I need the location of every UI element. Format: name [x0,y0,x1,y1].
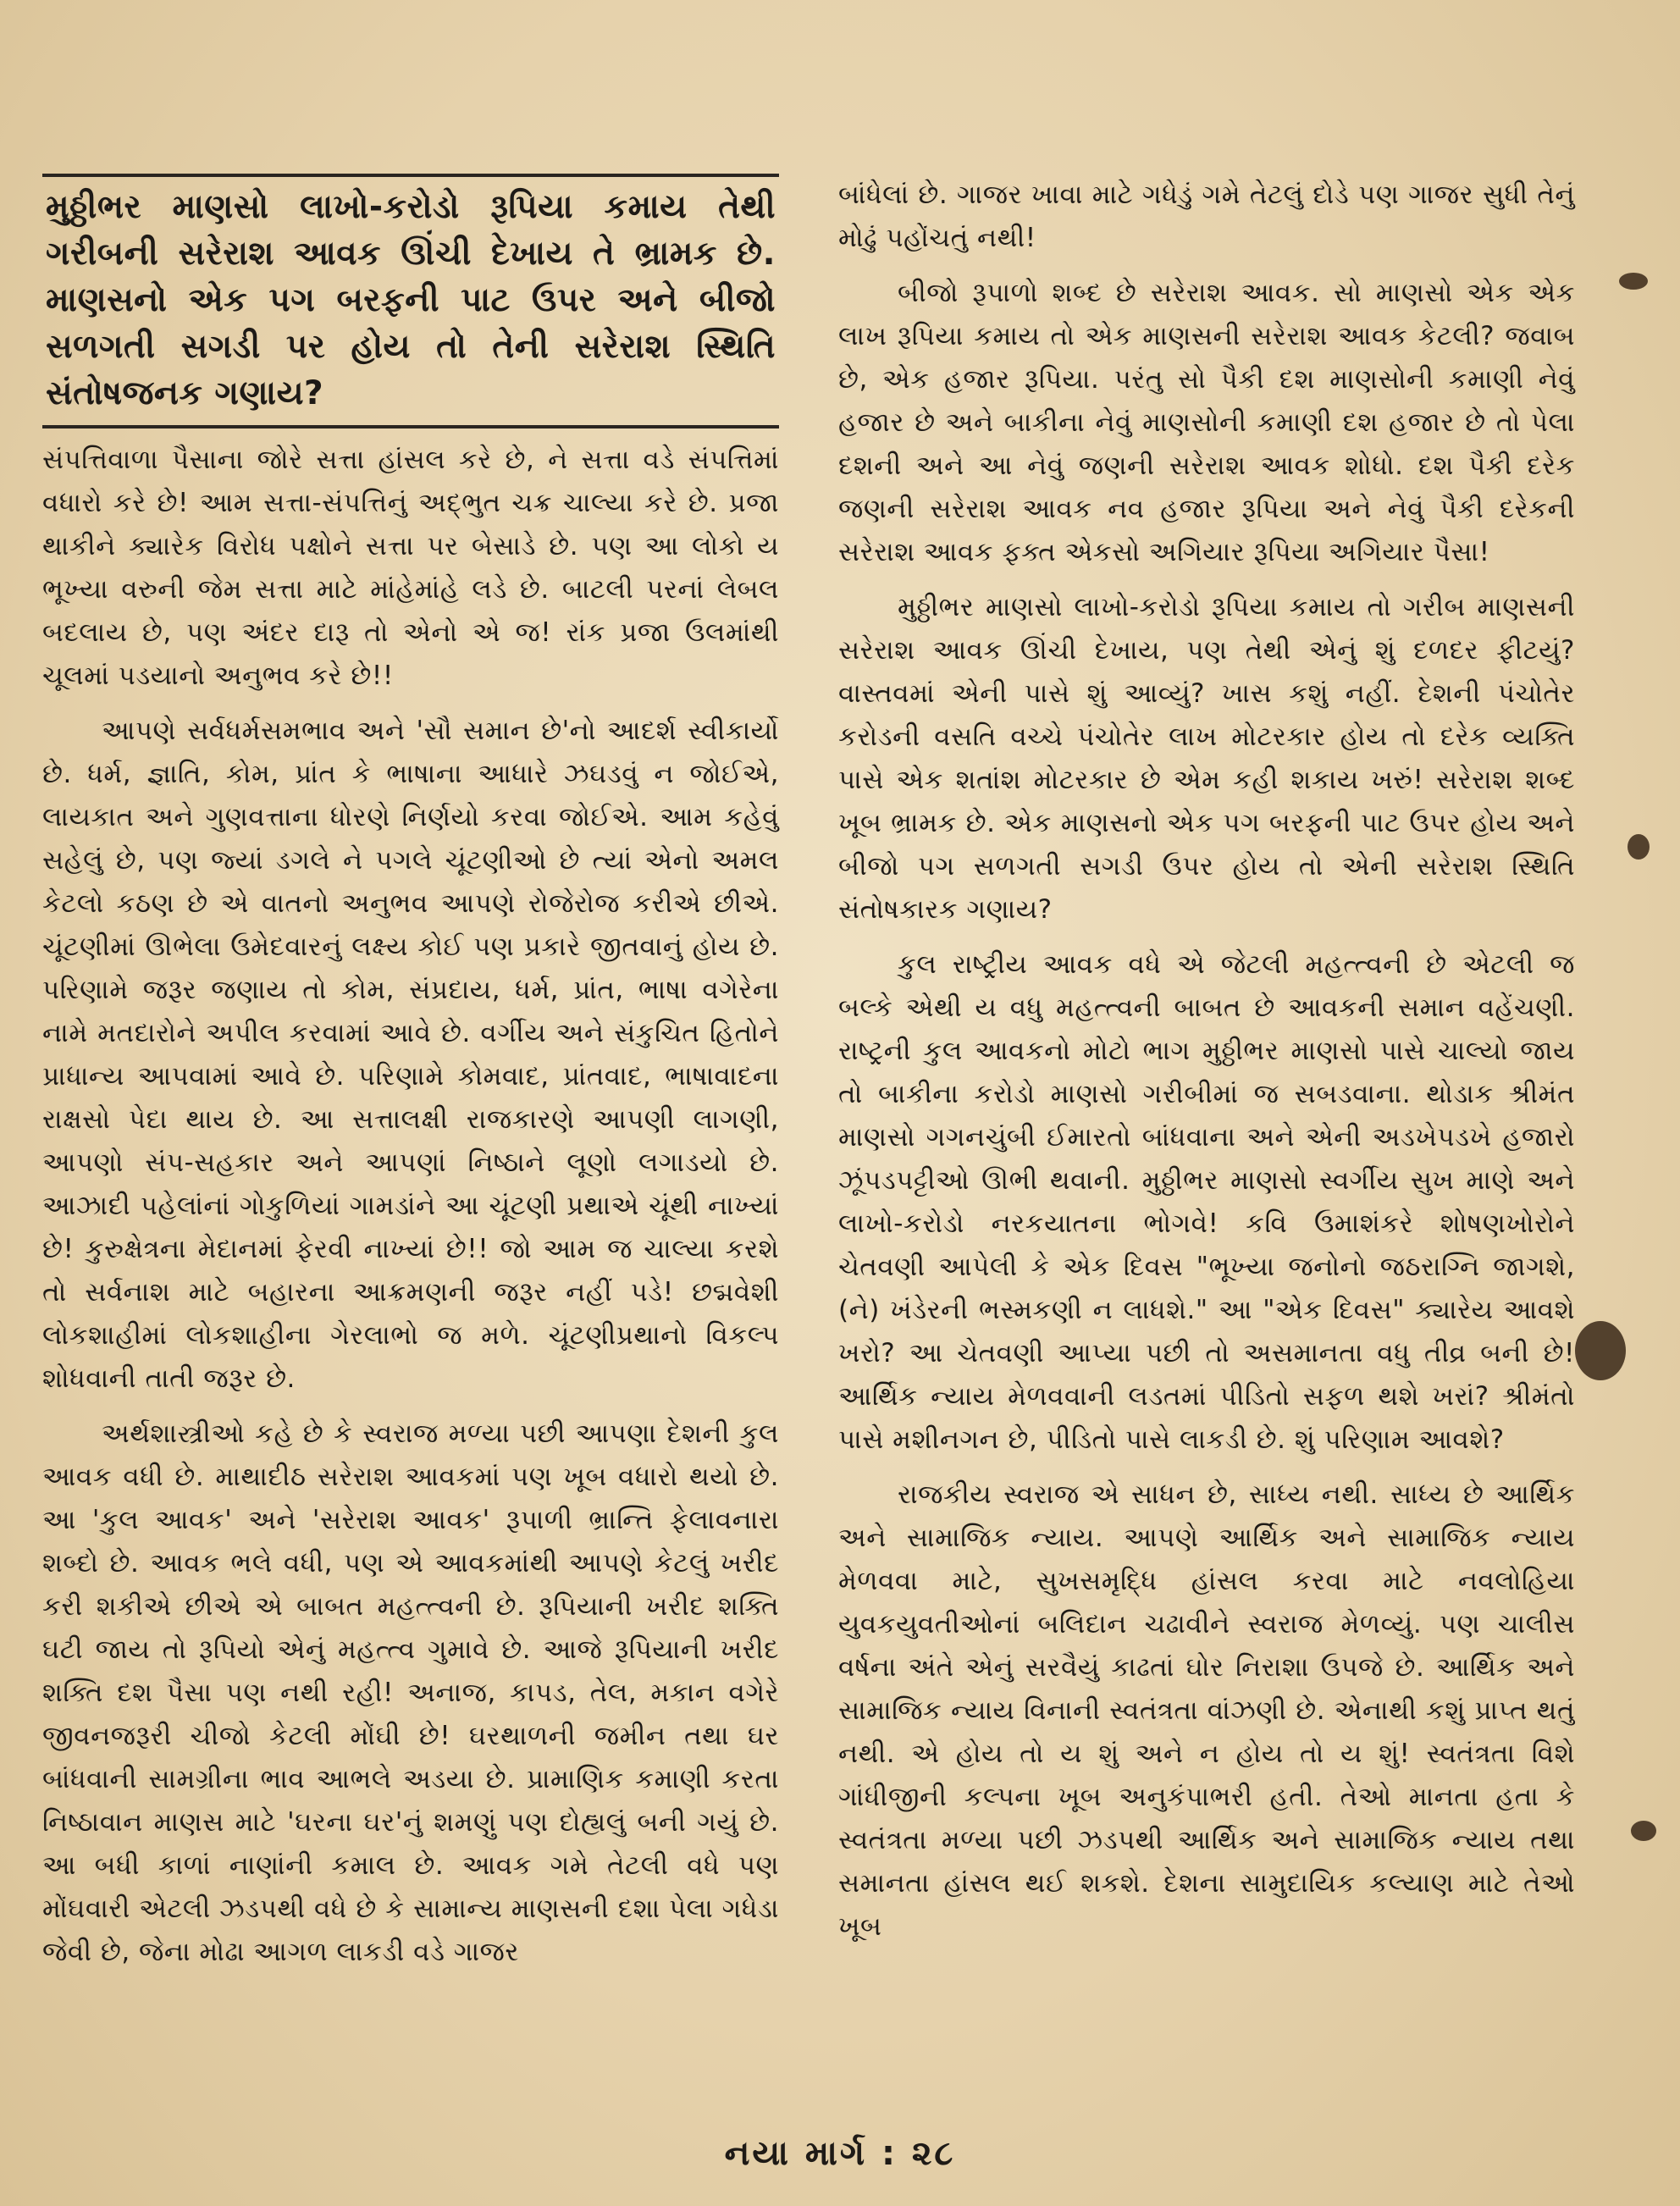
page-footer: નયા માર્ગ : ૨૮ [724,2134,956,2173]
page-damage-mark [1619,273,1648,290]
page-damage-mark [1628,834,1650,860]
page-damage-mark [1575,1321,1626,1380]
article-paragraph: મુઠ્ઠીભર માણસો લાખો-કરોડો રૂપિયા કમાય તો ગરીબ માણસની સરેરાશ આવક ઊંચી દેખાય, પણ તેથી એનું શું દળદર ફીટયું? વાસ્તવમાં એની પાસે શું આવ્યું? ખાસ કશું નહીં. દેશની પંચોતેર કરોડની વસતિ વચ્ચે પંચોતેર લાખ મોટરકાર હોય તો દરેક વ્યક્તિ પાસે એક શતાંશ મોટરકાર છે એમ કહી શકાય ખરું! સરેરાશ શબ્દ ખૂબ ભ્રામક છે. એક માણસનો એક પગ બરફની પાટ ઉપર હોય અને બીજો પગ સળગતી સગડી ઉપર હોય તો એની સરેરાશ સ્થિતિ સંતોષકારક ગણાય? [838,592,1575,925]
right-column [838,174,1575,1960]
article-paragraph: રાજકીય સ્વરાજ એ સાધન છે, સાધ્ય નથી. સાધ્ય છે આર્થિક અને સામાજિક ન્યાય. આપણે આર્થિક અને સામાજિક ન્યાય મેળવવા માટે, સુખસમૃદ્ધિ હાંસલ કરવા માટે નવલોહિયા યુવકયુવતીઓનાં બલિદાન ચઢાવીને સ્વરાજ મેળવ્યું. પણ ચાલીસ વર્ષના અંતે એનું સરવૈયું કાઢતાં ઘોર નિરાશા ઉપજે છે. આર્થિક અને સામાજિક ન્યાય વિનાની સ્વતંત્રતા વાંઝણી છે. એનાથી કશું પ્રાપ્ત થતું નથી. એ હોય તો ય શું અને ન હોય તો ય શું! સ્વતંત્રતા વિશે ગાંધીજીની કલ્પના ખૂબ અનુકંપાભરી હતી. તેઓ માનતા હતા કે સ્વતંત્રતા મળ્યા પછી ઝડપથી આર્થિક અને સામાજિક ન્યાય તથા સમાનતા હાંસલ થઈ શકશે. દેશના સામુદાયિક કલ્યાણ માટે તેઓ ખૂબ [838,1479,1576,1942]
article-paragraph: અર્થશાસ્ત્રીઓ કહે છે કે સ્વરાજ મળ્યા પછી આપણા દેશની કુલ આવક વધી છે. માથાદીઠ સરેરાશ આવકમાં પણ ખૂબ વધારો થયો છે. આ 'કુલ આવક' અને 'સરેરાશ આવક' રૂપાળી ભ્રાન્તિ ફેલાવનારા શબ્દો છે. આવક ભલે વધી, પણ એ આવકમાંથી આપણે કેટલું ખરીદ કરી શકીએ છીએ એ બાબત મહત્ત્વની છે. રૂપિયાની ખરીદ શક્તિ ઘટી જાય તો રૂપિયો એનું મહત્ત્વ ગુમાવે છે. આજે રૂપિયાની ખરીદ શક્તિ દશ પૈસા પણ નથી રહી! અનાજ, કાપડ, તેલ, મકાન વગેરે જીવનજરૂરી ચીજો કેટલી મોંઘી છે! ઘરથાળની જમીન તથા ઘર બાંધવાની સામગ્રીના ભાવ આભલે અડયા છે. પ્રામાણિક કમાણી કરતા નિષ્ઠાવાન માણસ માટે 'ઘરના ઘર'નું શમણું પણ દોહ્યલું બની ગયું છે. આ બધી કાળાં નાણાંની કમાલ છે. આવક ગમે તેટલી વધે પણ મોંઘવારી એટલી ઝડપથી વધે છે કે સામાન્ય માણસની દશા પેલા ગધેડા જેવી છે, જેના મોઢા આગળ લાકડી વડે ગાજર [42,1418,779,1967]
article-paragraph: સંપત્તિવાળા પૈસાના જોરે સત્તા હાંસલ કરે છે, ને સત્તા વડે સંપત્તિમાં વધારો કરે છે! આમ સત્તા-સંપત્તિનું અદ્ભુત ચક્ર ચાલ્યા કરે છે. પ્રજા થાકીને ક્યારેક વિરોધ પક્ષોને સત્તા પર બેસાડે છે. પણ આ લોકો ય ભૂખ્યા વરુની જેમ સત્તા માટે માંહેમાંહે લડે છે. બાટલી પરનાં લેબલ બદલાય છે, પણ અંદર દારૂ તો એનો એ જ! રાંક પ્રજા ઉલમાંથી ચૂલમાં પડયાનો અનુભવ કરે છે!! [42,445,779,691]
page-damage-mark [1631,1821,1656,1841]
article-paragraph: બીજો રૂપાળો શબ્દ છે સરેરાશ આવક. સો માણસો એક એક લાખ રૂપિયા કમાય તો એક માણસની સરેરાશ આવક કેટલી? જવાબ છે, એક હજાર રૂપિયા. પરંતુ સો પૈકી દશ માણસોની કમાણી નેવું હજાર છે અને બાકીના નેવું માણસોની કમાણી દશ હજાર છે તો પેલા દશની અને આ નેવું જણની સરેરાશ આવક શોધો. દશ પૈકી દરેક જણની સરેરાશ આવક નવ હજાર રૂપિયા અને નેવું પૈકી દરેકની સરેરાશ આવક ફક્ત એકસો અગિયાર રૂપિયા અગિયાર પૈસા! [838,278,1576,567]
pull-quote: મુઠ્ઠીભર માણસો લાખો-કરોડો રૂપિયા કમાય તેથી ગરીબની સરેરાશ આવક ઊંચી દેખાય તે ભ્રામક છે. માણસનો એક પગ બરફની પાટ ઉપર અને બીજો સળગતી સગડી પર હોય તો તેની સરેરાશ સ્થિતિ સંતોષજનક ગણાય? [42,174,779,428]
article-paragraph: આપણે સર્વધર્મસમભાવ અને 'સૌ સમાન છે'નો આદર્શ સ્વીકાર્યો છે. ધર્મ, જ્ઞાતિ, કોમ, પ્રાંત કે ભાષાના આધારે ઝઘડવું ન જોઈએ, લાયકાત અને ગુણવત્તાના ધોરણે નિર્ણયો કરવા જોઈએ. આમ કહેવું સહેલું છે, પણ જ્યાં ડગલે ને પગલે ચૂંટણીઓ છે ત્યાં એનો અમલ કેટલો કઠણ છે એ વાતનો અનુભવ આપણે રોજેરોજ કરીએ છીએ. ચૂંટણીમાં ઊભેલા ઉમેદવારનું લક્ષ્ય કોઈ પણ પ્રકારે જીતવાનું હોય છે. પરિણામે જરૂર જણાય તો કોમ, સંપ્રદાય, ધર્મ, પ્રાંત, ભાષા વગેરેના નામે મતદારોને અપીલ કરવામાં આવે છે. વર્ગીય અને સંકુચિત હિતોને પ્રાધાન્ય આપવામાં આવે છે. પરિણામે કોમવાદ, પ્રાંતવાદ, ભાષાવાદના રાક્ષસો પેદા થાય છે. આ સત્તાલક્ષી રાજકારણે આપણી લાગણી, આપણો સંપ-સહકાર અને આપણાં નિષ્ઠાને લૂણો લગાડયો છે. આઝાદી પહેલાંનાં ગોકુળિયાં ગામડાંને આ ચૂંટણી પ્રથાએ ચૂંથી નાખ્યાં છે! કુરુક્ષેત્રના મેદાનમાં ફેરવી નાખ્યાં છે!! જો આમ જ ચાલ્યા કરશે તો સર્વનાશ માટે બહારના આક્રમણની જરૂર નહીં પડે! છદ્મવેશી લોકશાહીમાં લોકશાહીના ગેરલાભો જ મળે. ચૂંટણીપ્રથાનો વિકલ્પ શોધવાની તાતી જરૂર છે. [42,716,779,1394]
left-column [42,174,779,1986]
article-paragraph: કુલ રાષ્ટ્રીય આવક વધે એ જેટલી મહત્ત્વની છે એટલી જ બલ્કે એથી ય વધુ મહત્ત્વની બાબત છે આવકની સમાન વહેંચણી. રાષ્ટ્રની કુલ આવકનો મોટો ભાગ મુઠ્ઠીભર માણસો પાસે ચાલ્યો જાય તો બાકીના કરોડો માણસો ગરીબીમાં જ સબડવાના. થોડાક શ્રીમંત માણસો ગગનચુંબી ઈમારતો બાંધવાના અને એની અડખેપડખે હજારો ઝૂંપડપટ્ટીઓ ઊભી થવાની. મુઠ્ઠીભર માણસો સ્વર્ગીય સુખ માણે અને લાખો-કરોડો નરકયાતના ભોગવે! કવિ ઉમાશંકરે શોષણખોરોને ચેતવણી આપેલી કે એક દિવસ "ભૂખ્યા જનોનો જઠરાગ્નિ જાગશે, (ને) ખંડેરની ભસ્મકણી ન લાધશે." આ "એક દિવસ" ક્યારેય આવશે ખરો? આ ચેતવણી આપ્યા પછી તો અસમાનતા વધુ તીવ્ર બની છે! આર્થિક ન્યાય મેળવવાની લડતમાં પીડિતો સફળ થશે ખરાં? શ્રીમંતો પાસે મશીનગન છે, પીડિતો પાસે લાકડી છે. શું પરિણામ આવશે? [838,949,1575,1455]
article-paragraph: બાંધેલાં છે. ગાજર ખાવા માટે ગધેડું ગમે તેટલું દોડે પણ ગાજર સુધી તેનું મોઢું પહોંચતું નથી! [838,180,1575,253]
